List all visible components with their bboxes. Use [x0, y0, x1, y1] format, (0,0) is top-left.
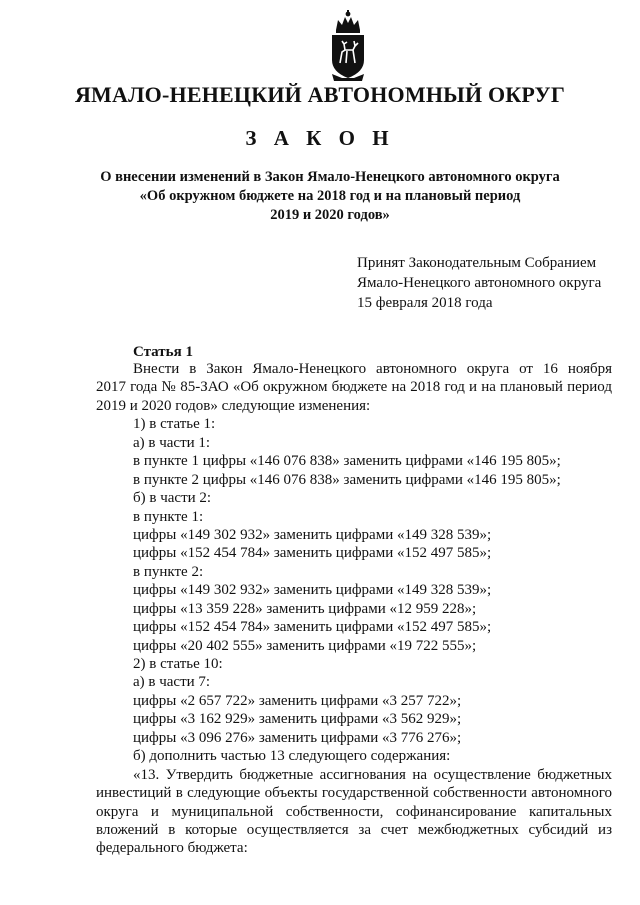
adoption-line: Принят Законодательным Собранием — [357, 255, 597, 271]
list-item: цифры «13 359 228» заменить цифрами «12 959 228»; — [133, 600, 477, 617]
law-title: З А К О Н — [245, 126, 395, 150]
region-heading: ЯМАЛО-НЕНЕЦКИЙ АВТОНОМНЫЙ ОКРУГ — [74, 82, 566, 107]
list-item: в пункте 2: — [133, 563, 204, 580]
intro-line: 2017 года № 85-ЗАО «Об окружном бюджете на 2018 год и на плановый период — [96, 379, 612, 396]
quote-line: инвестиций в следующие объекты государственной собственности автономного — [96, 785, 612, 802]
list-item: б) дополнить частью 13 следующего содержания: — [133, 748, 451, 765]
list-item: а) в части 1: — [133, 434, 211, 451]
quote-line: «13. Утвердить бюджетные ассигнования на осуществление бюджетных — [133, 766, 612, 783]
list-item: 1) в статье 1: — [133, 416, 216, 433]
subtitle-line: «Об окружном бюджете на 2018 год и на плановый период — [139, 188, 521, 204]
list-item: цифры «152 454 784» заменить цифрами «152 497 585»; — [133, 545, 492, 562]
law-subtitle — [80, 168, 580, 225]
list-item: цифры «149 302 932» заменить цифрами «149 328 539»; — [133, 526, 492, 543]
list-item: 2) в статье 10: — [133, 656, 223, 672]
article-title: Статья 1 — [133, 344, 193, 360]
list-item: цифры «2 657 722» заменить цифрами «3 257 722»; — [133, 692, 462, 709]
adoption-note — [357, 253, 601, 313]
subtitle-line: О внесении изменений в Закон Ямало-Ненецкого автономного округа — [100, 169, 560, 185]
adoption-date: 15 февраля 2018 года — [357, 295, 493, 311]
article-body — [96, 360, 612, 858]
list-item: цифры «3 096 276» заменить цифрами «3 776 276»; — [133, 729, 462, 746]
intro-line: 2019 и 2020 годов» следующие изменения: — [96, 397, 371, 414]
quote-line: вложений в которые осуществляется за счет межбюджетных субсидий из — [96, 821, 612, 838]
list-item: в пункте 1 цифры «146 076 838» заменить цифрами «146 195 805»; — [133, 453, 561, 470]
coat-of-arms-icon — [328, 8, 368, 84]
list-item: в пункте 1: — [133, 508, 204, 525]
list-item: а) в части 7: — [133, 674, 211, 691]
list-item: цифры «149 302 932» заменить цифрами «149 328 539»; — [133, 582, 492, 599]
quote-line: федерального бюджета: — [96, 840, 248, 857]
list-item: цифры «152 454 784» заменить цифрами «152 497 585»; — [133, 619, 492, 636]
subtitle-line: 2019 и 2020 годов» — [270, 207, 390, 223]
list-item: цифры «20 402 555» заменить цифрами «19 722 555»; — [133, 637, 477, 654]
adoption-line: Ямало-Ненецкого автономного округа — [357, 275, 602, 291]
list-item: б) в части 2: — [133, 490, 212, 507]
list-item: в пункте 2 цифры «146 076 838» заменить цифрами «146 195 805»; — [133, 471, 561, 488]
list-item: цифры «3 162 929» заменить цифрами «3 562 929»; — [133, 711, 462, 728]
intro-line: Внести в Закон Ямало-Ненецкого автономного округа от 16 ноября — [133, 361, 612, 377]
quote-line: округа и муниципальной собственности, софинансирование капитальных — [96, 803, 612, 820]
